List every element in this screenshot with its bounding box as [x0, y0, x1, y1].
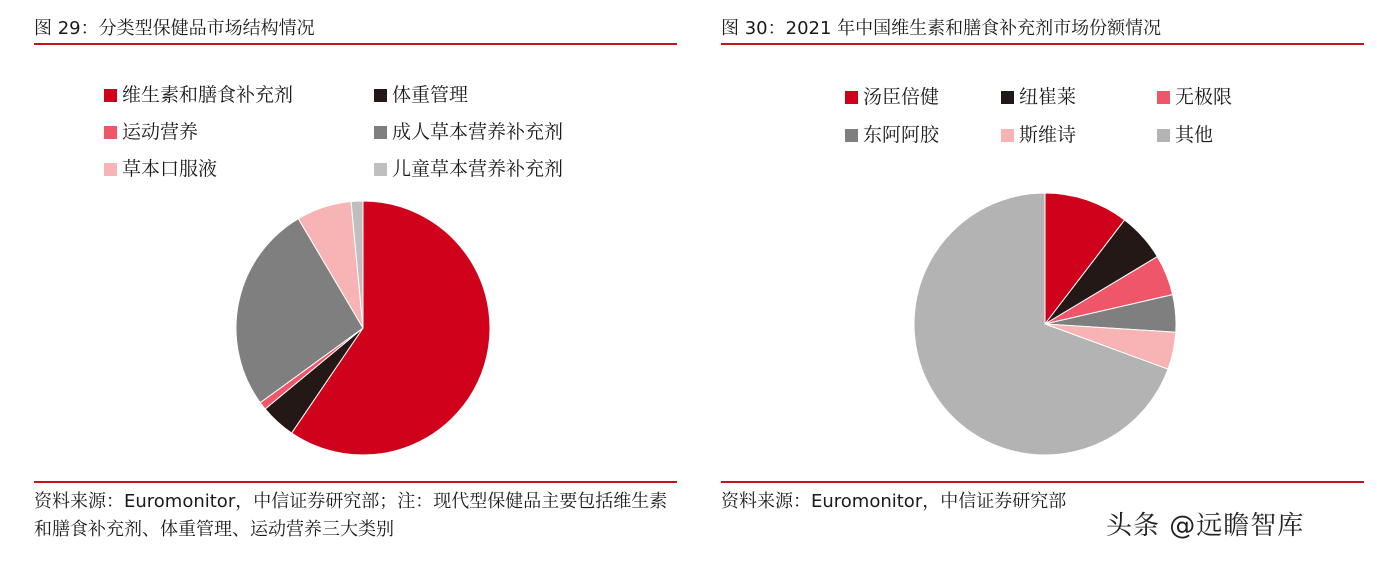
legend-item: [845, 85, 939, 109]
legend-swatch: [374, 163, 387, 176]
legend-swatch: [1001, 91, 1014, 104]
legend-swatch: [374, 89, 387, 102]
legend-label: 其他: [1175, 124, 1214, 146]
legend-swatch: [104, 163, 117, 176]
legend-swatch: [104, 126, 117, 139]
figure-title: 图 30：2021 年中国维生素和膳食补充剂市场份额情况: [721, 18, 1162, 39]
legend-label: 纽崔莱: [1019, 86, 1077, 108]
legend-swatch: [845, 129, 858, 142]
legend-label: 斯维诗: [1019, 124, 1077, 146]
legend-label: 成人草本营养补充剂: [392, 121, 564, 143]
legend-label: 无极限: [1175, 86, 1233, 108]
legend-item: [1001, 85, 1076, 109]
legend-label: 汤臣倍健: [863, 86, 940, 108]
legend-label: 东阿阿胶: [863, 124, 940, 146]
figure-29: [34, 0, 677, 562]
pie-chart-segment-share: [230, 195, 496, 461]
legend-swatch: [1157, 91, 1170, 104]
legend-item: [374, 120, 563, 144]
legend-item: [845, 123, 939, 147]
source-note: 资料来源：Euromonitor，中信证券研究部: [721, 491, 1067, 512]
legend-swatch: [1001, 129, 1014, 142]
legend-swatch: [845, 91, 858, 104]
legend-item: [104, 157, 217, 181]
legend-label: 草本口服液: [122, 158, 218, 180]
legend-label: 运动营养: [122, 121, 199, 143]
legend-item: [1001, 123, 1076, 147]
pie-chart-brand-share: [910, 189, 1180, 459]
legend-item: [104, 120, 198, 144]
legend-item: [374, 83, 468, 107]
legend-item: [1157, 123, 1213, 147]
legend-label: 维生素和膳食补充剂: [122, 84, 294, 106]
watermark-text: 头条 @远瞻智库: [1106, 511, 1305, 541]
legend-swatch: [374, 126, 387, 139]
legend-item: [374, 157, 563, 181]
source-note: 资料来源：Euromonitor，中信证券研究部；注：现代型保健品主要包括维生素和膳食补充剂、体重管理、运动营养三大类别: [34, 491, 668, 540]
figure-30: [721, 0, 1364, 562]
figure-title: 图 29：分类型保健品市场结构情况: [34, 18, 315, 39]
legend-item: [1157, 85, 1232, 109]
legend-label: 儿童草本营养补充剂: [392, 158, 564, 180]
legend-swatch: [1157, 129, 1170, 142]
legend-label: 体重管理: [392, 84, 469, 106]
chart-legend: [721, 0, 1364, 200]
source-rule: [34, 481, 677, 483]
legend-swatch: [104, 89, 117, 102]
legend-item: [104, 83, 293, 107]
chart-legend: [34, 0, 677, 200]
source-rule: [721, 481, 1364, 483]
